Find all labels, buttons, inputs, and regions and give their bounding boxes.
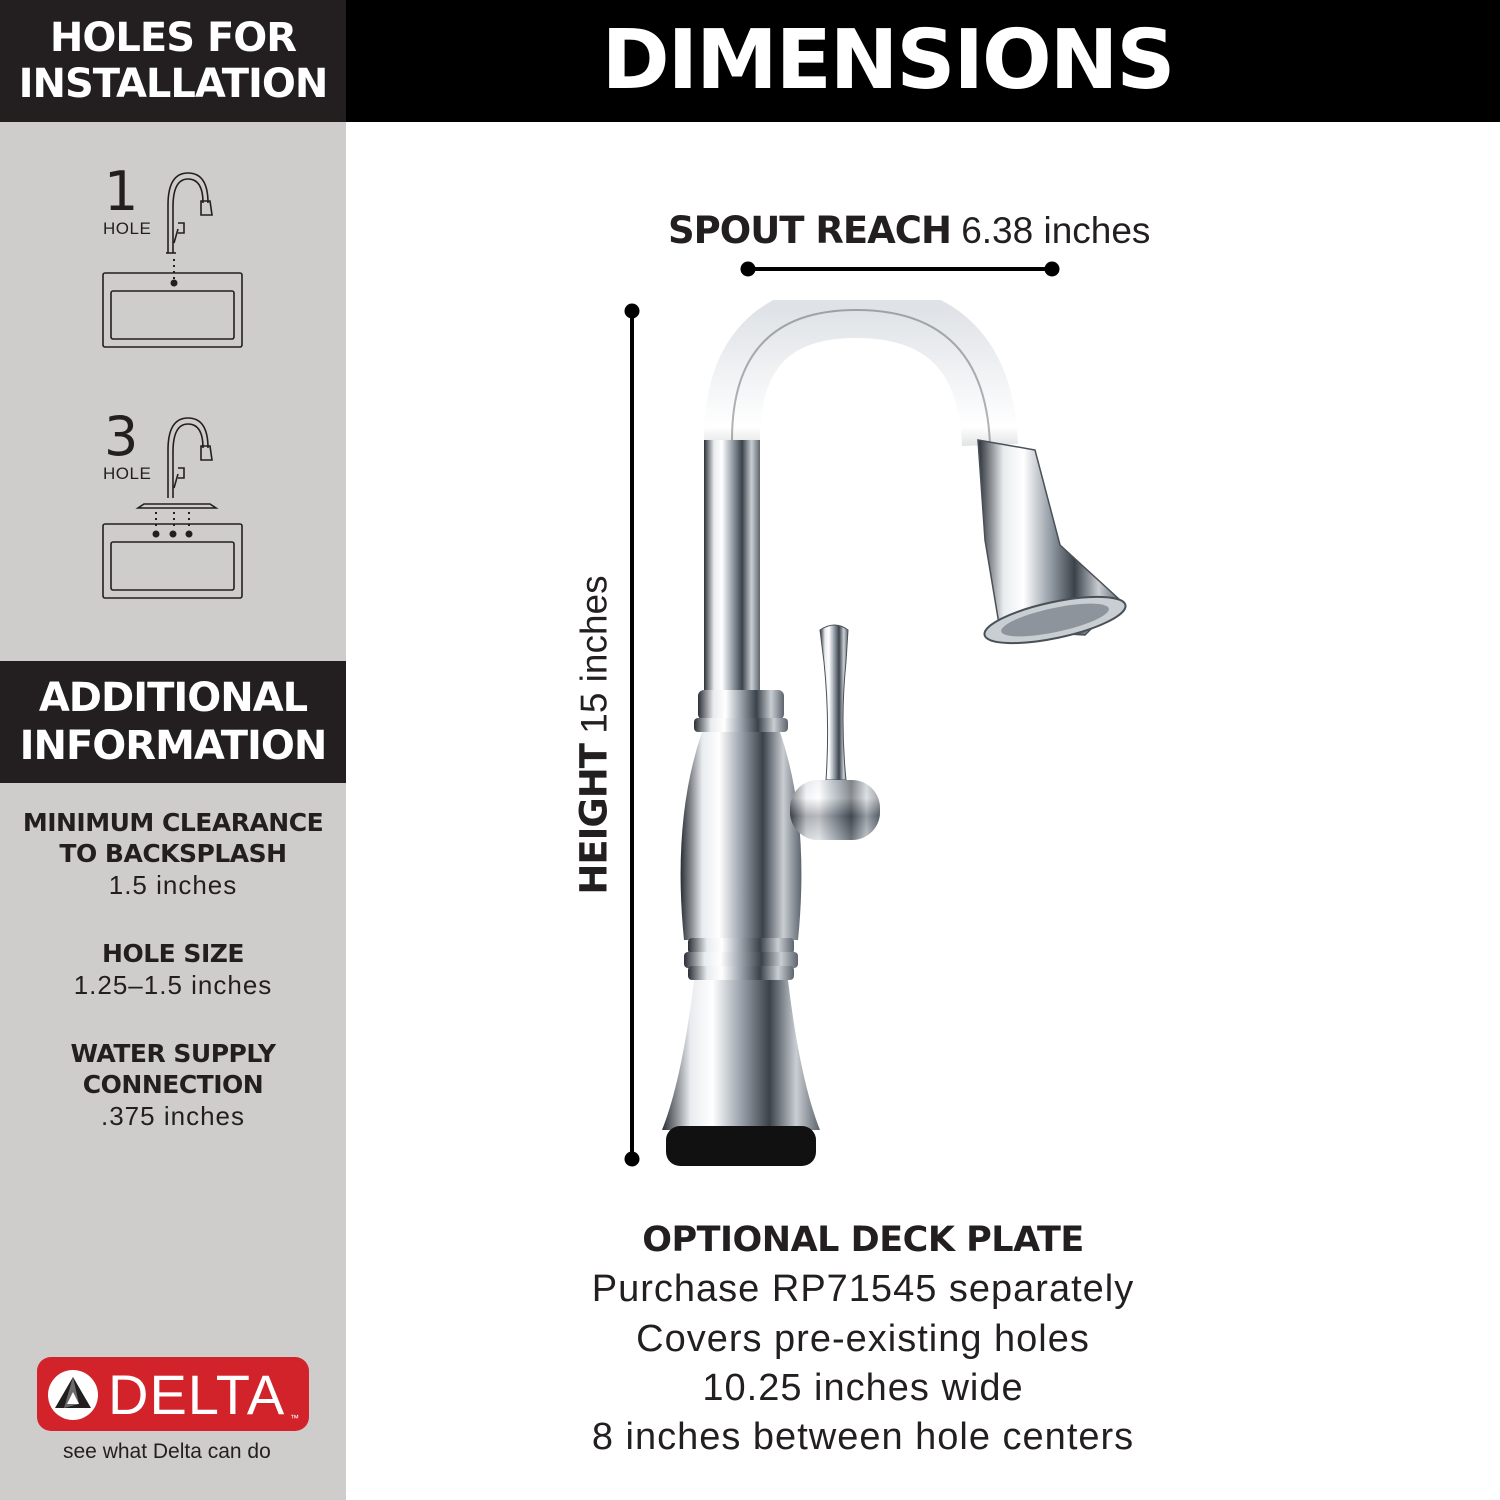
three-hole-faucet-icon [100,410,250,600]
clearance-value: 1.5 inches [108,870,238,900]
spout-reach-heading: SPOUT REACH [668,209,951,252]
spout-reach-label [668,209,1150,252]
page-title: DIMENSIONS [601,13,1174,108]
info-clearance [0,807,346,901]
height-label [573,575,616,894]
three-hole-label: HOLE [103,464,152,483]
water-supply-heading-2: CONNECTION [82,1070,264,1099]
additional-heading-line-1: ADDITIONAL [38,675,308,721]
deck-plate-line-1: Purchase RP71545 separately [591,1268,1135,1310]
deck-plate-line-2: Covers pre-existing holes [636,1318,1090,1360]
additional-heading-line-2: INFORMATION [19,723,327,769]
delta-wordmark: DELTA [108,1363,286,1426]
water-supply-heading-1: WATER SUPPLY [70,1039,276,1068]
clearance-heading-2: TO BACKSPLASH [59,839,287,868]
one-hole-label: HOLE [103,219,152,238]
holes-heading-line-1: HOLES FOR [49,15,297,61]
holes-heading-line-2: INSTALLATION [18,61,328,107]
spout-reach-value: 6.38 inches [961,210,1151,251]
clearance-heading-1: MINIMUM CLEARANCE [22,808,324,837]
trademark-symbol: ™ [290,1413,299,1423]
water-supply-value: .375 inches [101,1101,245,1131]
height-heading: HEIGHT [572,744,616,895]
three-hole-number: 3 [104,405,139,468]
holes-heading [0,0,346,122]
info-water-supply [0,1038,346,1132]
faucet-product-image [640,300,1160,1180]
brand-tagline: see what Delta can do [63,1440,271,1463]
one-hole-number: 1 [104,160,139,223]
hole-size-heading: HOLE SIZE [102,939,244,968]
deck-plate-title: OPTIONAL DECK PLATE [642,1220,1084,1260]
spout-reach-dimension-line [735,255,1065,283]
additional-info-heading [0,661,346,783]
deck-plate-line-4: 8 inches between hole centers [591,1416,1135,1458]
delta-triangle-icon [46,1368,100,1422]
info-hole-size [0,938,346,1001]
deck-plate-line-3: 10.25 inches wide [702,1367,1024,1409]
hole-size-value: 1.25–1.5 inches [73,970,273,1000]
one-hole-faucet-icon [100,165,250,355]
height-value: 15 inches [573,575,615,734]
